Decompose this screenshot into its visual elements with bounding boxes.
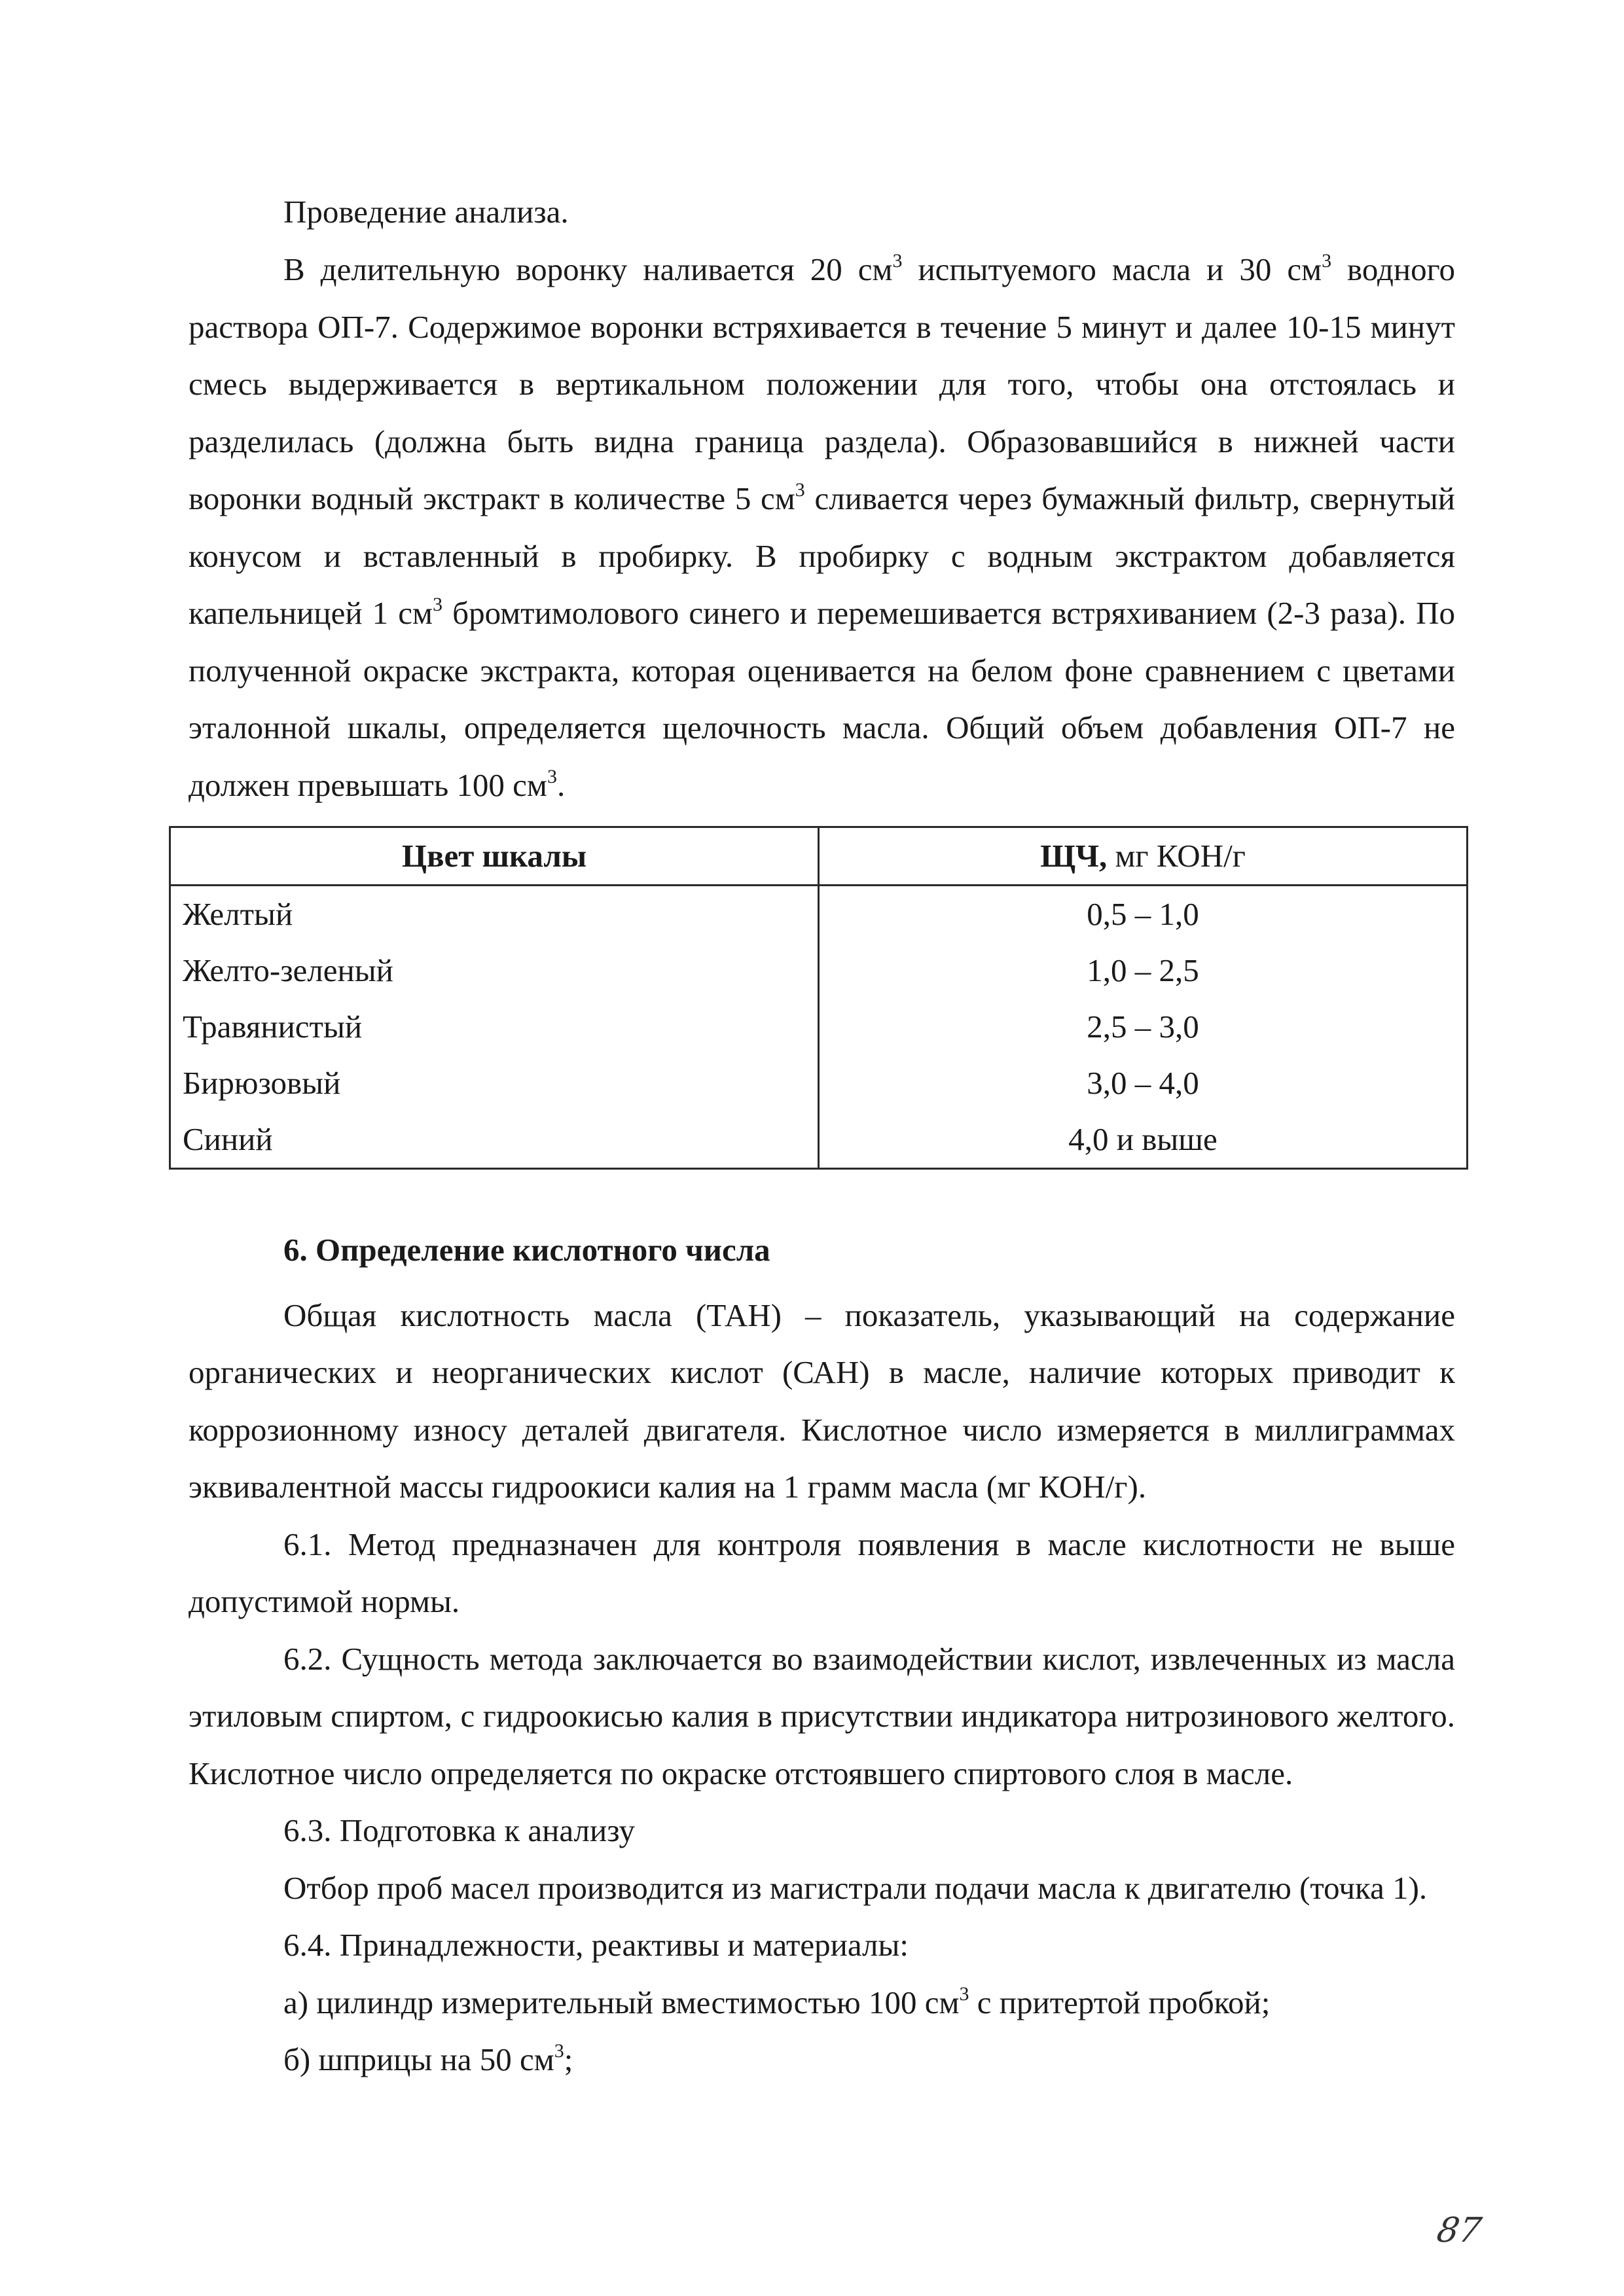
header-alkalinity: ЩЧ, мг КОН/г xyxy=(819,827,1468,886)
row-value: 3,0 – 4,0 xyxy=(819,1055,1468,1111)
table-row xyxy=(170,999,1468,1055)
table-row xyxy=(170,1055,1468,1111)
intro-title: Проведение анализа. xyxy=(283,194,569,230)
row-value: 2,5 – 3,0 xyxy=(819,999,1468,1055)
page-number: 87 xyxy=(1434,2211,1485,2250)
section-6-4-heading: 6.4. Принадлежности, реактивы и материалы: xyxy=(283,1927,909,1963)
intro-paragraph: В делительную воронку наливается 20 $см^3$ испытуемого масла и 30 $см^3$ водного раствора ОП-7. Содержимое воронки встряхивается в течение 5 минут и далее 10-15 минут смесь выдерживается в вертикальном положении для того, чтобы она отстоялась и разделилась (должна быть видна граница раздела). Образовавшийся в нижней части воронки водный экстракт в количестве 5 $см^3$ сливается через бумажный фильтр, свернутый конусом и вставленный в пробирку. В пробирку с водным экстрактом добавляется капельницей 1 $см^3$ бромтимолового синего и перемешивается встряхиванием (2-3 раза). По полученной окраске экстракта, которая оценивается на белом фоне сравнением с цветами эталонной шкалы, определяется щелочность масла. Общий объем добавления ОП-7 не должен превышать 100 $см^3$. xyxy=(189,250,1455,803)
row-value: 4,0 и выше xyxy=(819,1111,1468,1169)
row-color: Травянистый xyxy=(170,999,819,1055)
section-6-3-text: Отбор проб масел производится из магистрали подачи масла к двигателю (точка 1). xyxy=(283,1869,1428,1906)
row-color: Желто-зеленый xyxy=(170,942,819,999)
header-color-scale: Цвет шкалы xyxy=(170,827,819,886)
intro-title-block xyxy=(189,183,1455,241)
row-color: Синий xyxy=(170,1111,819,1169)
section-6-1: 6.1. Метод предназначен для контроля появления в масле кислотности не выше допустимой нормы. xyxy=(189,1526,1455,1619)
section-6-heading: 6. Определение кислотного числа xyxy=(283,1232,770,1268)
list-item-b: б) шприцы на 50 $см^3$; xyxy=(283,2040,573,2077)
list-item-a: а) цилиндр измерительный вместимостью 100 $см^3$ с притертой пробкой; xyxy=(283,1982,1271,2020)
row-color: Желтый xyxy=(170,886,819,943)
table-row xyxy=(170,1111,1468,1169)
row-value: 0,5 – 1,0 xyxy=(819,886,1468,943)
table-row xyxy=(170,886,1468,943)
color-scale-table xyxy=(169,826,1468,1170)
table-header-row xyxy=(170,827,1468,886)
section-6-intro: Общая кислотность масла (ТАН) – показатель, указывающий на содержание органических и неорганических кислот (САН) в масле, наличие которых приводит к коррозионному износу деталей двигателя. Кислотное число измеряется в миллиграммах эквивалентной массы гидроокиси калия на 1 грамм масла (мг КОН/г). xyxy=(189,1297,1455,1505)
section-6-2: 6.2. Сущность метода заключается во взаимодействии кислот, извлеченных из масла этиловым спиртом, с гидроокисью калия в присутствии индикатора нитрозинового желтого. Кислотное число определяется по окраске отстоявшего спиртового слоя в масле. xyxy=(189,1640,1455,1791)
table-row xyxy=(170,942,1468,999)
section-6 xyxy=(189,1221,1455,2089)
section-6-3-heading: 6.3. Подготовка к анализу xyxy=(283,1812,636,1848)
intro-paragraph-block xyxy=(189,241,1455,814)
row-color: Бирюзовый xyxy=(170,1055,819,1111)
row-value: 1,0 – 2,5 xyxy=(819,942,1468,999)
